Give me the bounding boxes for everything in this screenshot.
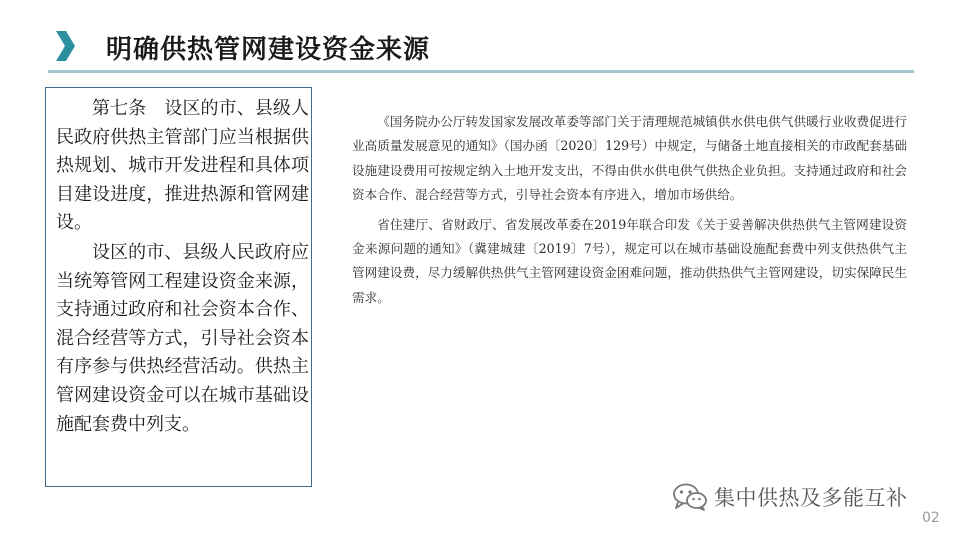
page-number: 02 [922,510,940,526]
chevron-right-icon [54,30,76,62]
wechat-icon [672,483,708,511]
page-title: 明确供热管网建设资金来源 [106,35,431,65]
notice-paragraph: 《国务院办公厅转发国家发展改革委等部门关于清理规范城镇供水供电供气供暖行业收费促进行业高质量发展意见的通知》（国办函〔2020〕129号）中规定，与储备土地直接相关的市政配套基础设施建设费用可按规定纳入土地开发支出，不得由供水供电供气供热企业负担。支持通过政府和社会资本合作、混合经营等方式，引导社会资本有序进入，增加市场供给。 [352,114,907,203]
notice-paragraph: 省住建厅、省财政厅、省发展改革委在2019年联合印发《关于妥善解决供热供气主管网建设资金来源问题的通知》（冀建城建〔2019〕7号），规定可以在城市基础设施配套费中列支供热供气主管网建设费，尽力缓解供热供气主管网建设资金困难问题，推动供热供气主管网建设，切实保障民生需求。 [352,216,907,305]
article-paragraph: 设区的市、县级人民政府应当统筹管网工程建设资金来源，支持通过政府和社会资本合作、混合经营等方式，引导社会资本有序参与供热经营活动。供热主管网建设资金可以在城市基础设施配套费中列支。 [56,241,309,435]
wechat-watermark [672,482,908,512]
title-divider [48,70,914,73]
wechat-account-name: 集中供热及多能互补 [714,486,908,510]
policy-notice-text [352,110,907,310]
regulation-article-box [45,87,312,487]
article-paragraph: 第七条 设区的市、县级人民政府供热主管部门应当根据供热规划、城市开发进程和具体项目建设进度，推进热源和管网建设。 [56,98,309,234]
